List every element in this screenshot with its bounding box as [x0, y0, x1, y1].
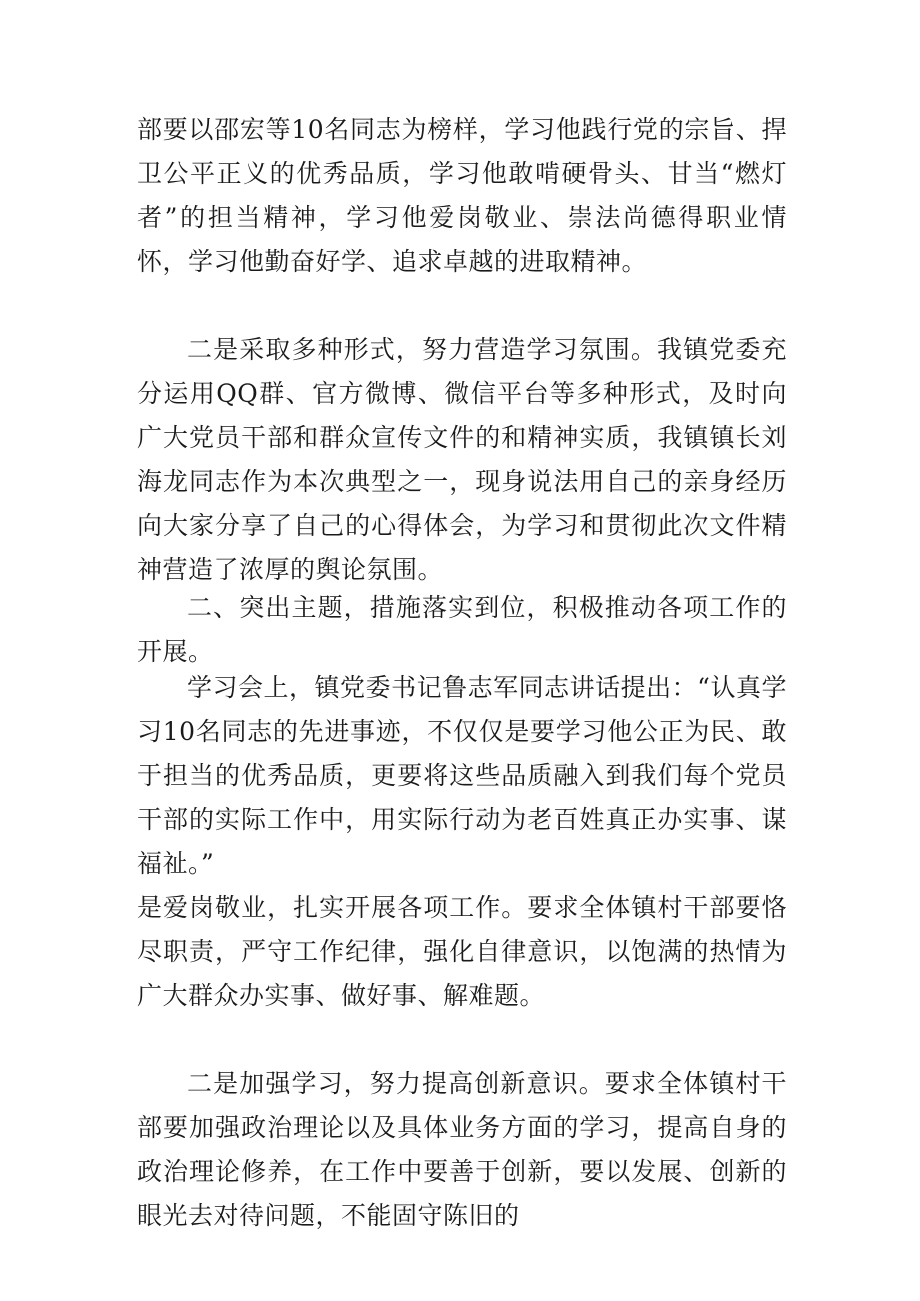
section-heading: 二、突出主题，措施落实到位，积极推动各项工作的开展。: [137, 593, 787, 666]
paragraph-study-atmosphere: 二是采取多种形式，努力营造学习氛围。我镇党委充分运用QQ群、官方微博、微信平台等多种形式，及时向广大党员干部和群众宣传文件的和精神实质，我镇镇长刘海龙同志作为本次典型之一，现身说法用自己的亲身经历向大家分享了自己的心得体会，为学习和贯彻此次文件精神营造了浓厚的舆论氛围。: [137, 335, 787, 584]
paragraph-dedication: 是爱岗敬业，扎实开展各项工作。要求全体镇村干部要恪尽职责，严守工作纪律，强化自律意识，以饱满的热情为广大群众办实事、做好事、解难题。: [137, 893, 787, 1010]
paragraph-innovation: 二是加强学习，努力提高创新意识。要求全体镇村干部要加强政治理论以及具体业务方面的学习，提高自身的政治理论修养，在工作中要善于创新，要以发展、创新的眼光去对待问题，不能固守陈旧的: [137, 1069, 787, 1230]
paragraph-continuation: 部要以邵宏等10名同志为榜样，学习他践行党的宗旨、捍卫公平正义的优秀品质，学习他敢啃硬骨头、甘当“燃灯者”的担当精神，学习他爱岗敬业、崇法尚德得职业情怀，学习他勤奋好学、追求卓越的进取精神。: [137, 115, 787, 276]
paragraph-meeting-speech: 学习会上，镇党委书记鲁志军同志讲话提出：“认真学习10名同志的先进事迹，不仅仅是要学习他公正为民、敢于担当的优秀品质，更要将这些品质融入到我们每个党员干部的实际工作中，用实际行动为老百姓真正办实事、谋福祉。”: [137, 673, 787, 878]
